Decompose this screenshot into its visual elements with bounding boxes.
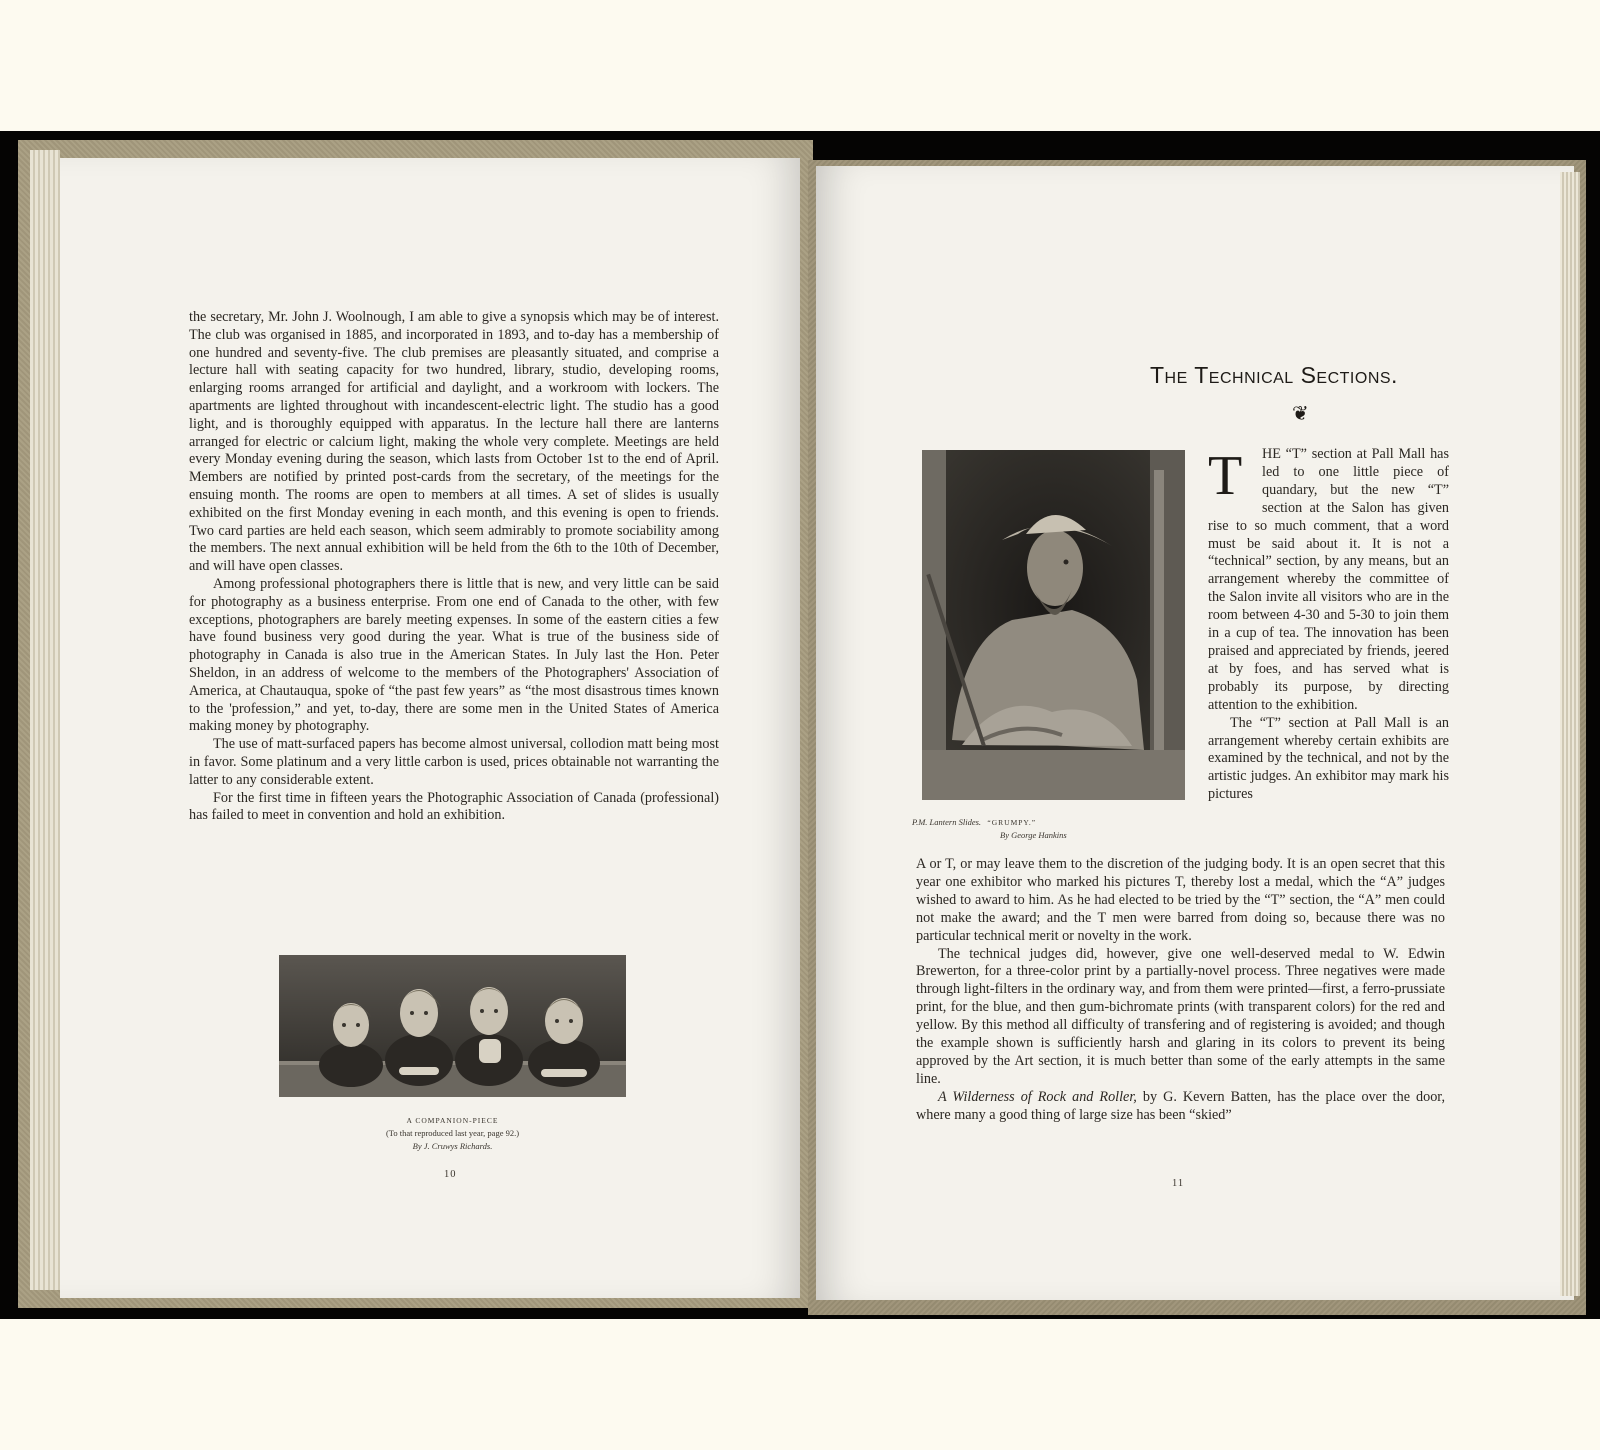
italic-title: A Wilderness of Rock and Roller,: [938, 1088, 1137, 1105]
dropcap-space: [1208, 446, 1262, 500]
opening-text: HE “T” section at Pall Mall has led to one little piece of quandary, but the new “T” section at the Salon has given rise to so much comment, that a word must be said about it. It is not a “technical” section, by any means, but an arrangement whereby the committee of the Salon invite all visitors who are in the room between 4-30 and 5-30 to join them in a cup of tea. The innovation has been praised and appreciated by friends, jeered at by foes, and has served what is probably its purpose, by directing attention to the exhibition.: [1208, 446, 1449, 713]
children-photo-image: [279, 955, 626, 1097]
fleuron-icon: ❦: [1292, 403, 1309, 425]
right-full-width-text: [916, 856, 1445, 1125]
drop-cap: T: [1208, 445, 1243, 507]
grumpy-photo-image: [922, 450, 1185, 800]
paragraph: For the first time in fifteen years the Photographic Association of Canada (professional) has failed to meet in convention and hold an exhibition.: [189, 789, 719, 824]
paragraph-rest: by G. Kevern Batten, has the place over the door, where many a good thing of large size has been “skied”: [916, 1088, 1446, 1123]
paragraph: A or T, or may leave them to the discretion of the judging body. It is an open secret that this year one exhibitor who marked his pictures T, thereby lost a medal, which the “A” judges wished to award to him. As he had elected to be tried by the “T” section, the “A” men could not make the award; and the T men were barred from doing so, because there was no particular technical merit or novelty in the work.: [916, 856, 1445, 944]
caption-source: P.M. Lantern Slides.: [912, 817, 982, 827]
grumpy-photo: [922, 450, 1185, 800]
companion-piece-caption: [300, 1114, 605, 1153]
paragraph: The use of matt-surfaced papers has become almost universal, collodion matt being most in favor. Some platinum and a very little carbon is used, prices obtainable not warranting the latter to any considerable extent.: [189, 736, 719, 788]
paragraph: Among professional photographers there is little that is new, and very little can be said for photography as a business enterprise. From one end of Canada to the other, with few exceptions, photographers are barely meeting expenses. In some of the eastern cities a few have found business very good during the year. What is true of the business side of photography in Canada is also true in the American States. In July last the Hon. Peter Sheldon, in an address of welcome to the members of the Photographers' Association of America, at Chautauqua, spoke of “the past few years” as “the most disastrous times known to the 'profession,” and yet, to-day, there are some men in the United States of America making money by photography.: [189, 575, 719, 735]
right-page-edges: [1560, 172, 1580, 1296]
left-page-text: [189, 309, 719, 825]
paragraph: The technical judges did, however, give one well-deserved medal to W. Edwin Brewerton, for a three-color print by a partially-novel process. Three negatives were made through light-filters in the ordinary way, and from them were printed—first, a ferro-prussiate print, for the blue, and then gum-bichromate prints (with transparent colors) for the red and yellow. By this method all difficulty of transfering and of registering is avoided; and though the example shown is sufficiently harsh and glaring in its colors to prevent its being approved by the Art section, it is much better than some of the early attempts in the same line.: [916, 945, 1445, 1087]
caption-title: A COMPANION-PIECE: [406, 1116, 499, 1125]
caption-note: (To that reproduced last year, page 92.): [385, 1128, 520, 1138]
paragraph: The “T” section at Pall Mall is an arrangement whereby certain exhibits are examined by the technical, and not by the artistic judges. An exhibitor may mark his pictures: [1208, 714, 1449, 803]
paragraph: the secretary, Mr. John J. Woolnough, I am able to give a synopsis which may be of interest. The club was organised in 1885, and incorporated in 1893, and to-day has a membership of one hundred and seventy-five. The club premises are pleasantly situated, and comprise a lecture hall with seating capacity for two hundred, library, studio, developing rooms, enlarging rooms arranged for artificial and daylight, and a workroom with lockers. The apartments are lighted throughout with incandescent-electric light. The studio has a good light, and is thoroughly equipped with apparatus. In the lecture hall there are lanterns arranged for electric or calcium light, making the whole very complete. Meetings are held every Monday evening during the season, which lasts from October 1st to the end of April. Members are notified by printed post-cards from the secretary, of the meetings for the ensuing month. The rooms are open to members at all times. A set of slides is usually exhibited on the first Monday evening in each month, and this evening is open to friends. Two card parties are held each season, which seem admirably to promote sociability among the members. The next annual exhibition will be held from the 6th to the 10th of December, and will have open classes.: [189, 309, 719, 575]
paragraph: [1208, 446, 1449, 715]
section-title: The Technical Sections.: [1150, 362, 1398, 388]
companion-piece-photo: [279, 955, 626, 1097]
grumpy-caption: [912, 816, 1102, 842]
right-wrapped-text: [1208, 446, 1449, 804]
caption-author: By George Hankins: [1000, 830, 1067, 840]
page-number-left: 10: [444, 1169, 457, 1180]
page-number-right: 11: [1172, 1178, 1185, 1189]
left-page-edges: [30, 150, 60, 1290]
caption-title: “GRUMPY.”: [987, 818, 1037, 827]
paragraph: [916, 1089, 1445, 1125]
caption-author: By J. Cruwys Richards.: [412, 1141, 493, 1151]
